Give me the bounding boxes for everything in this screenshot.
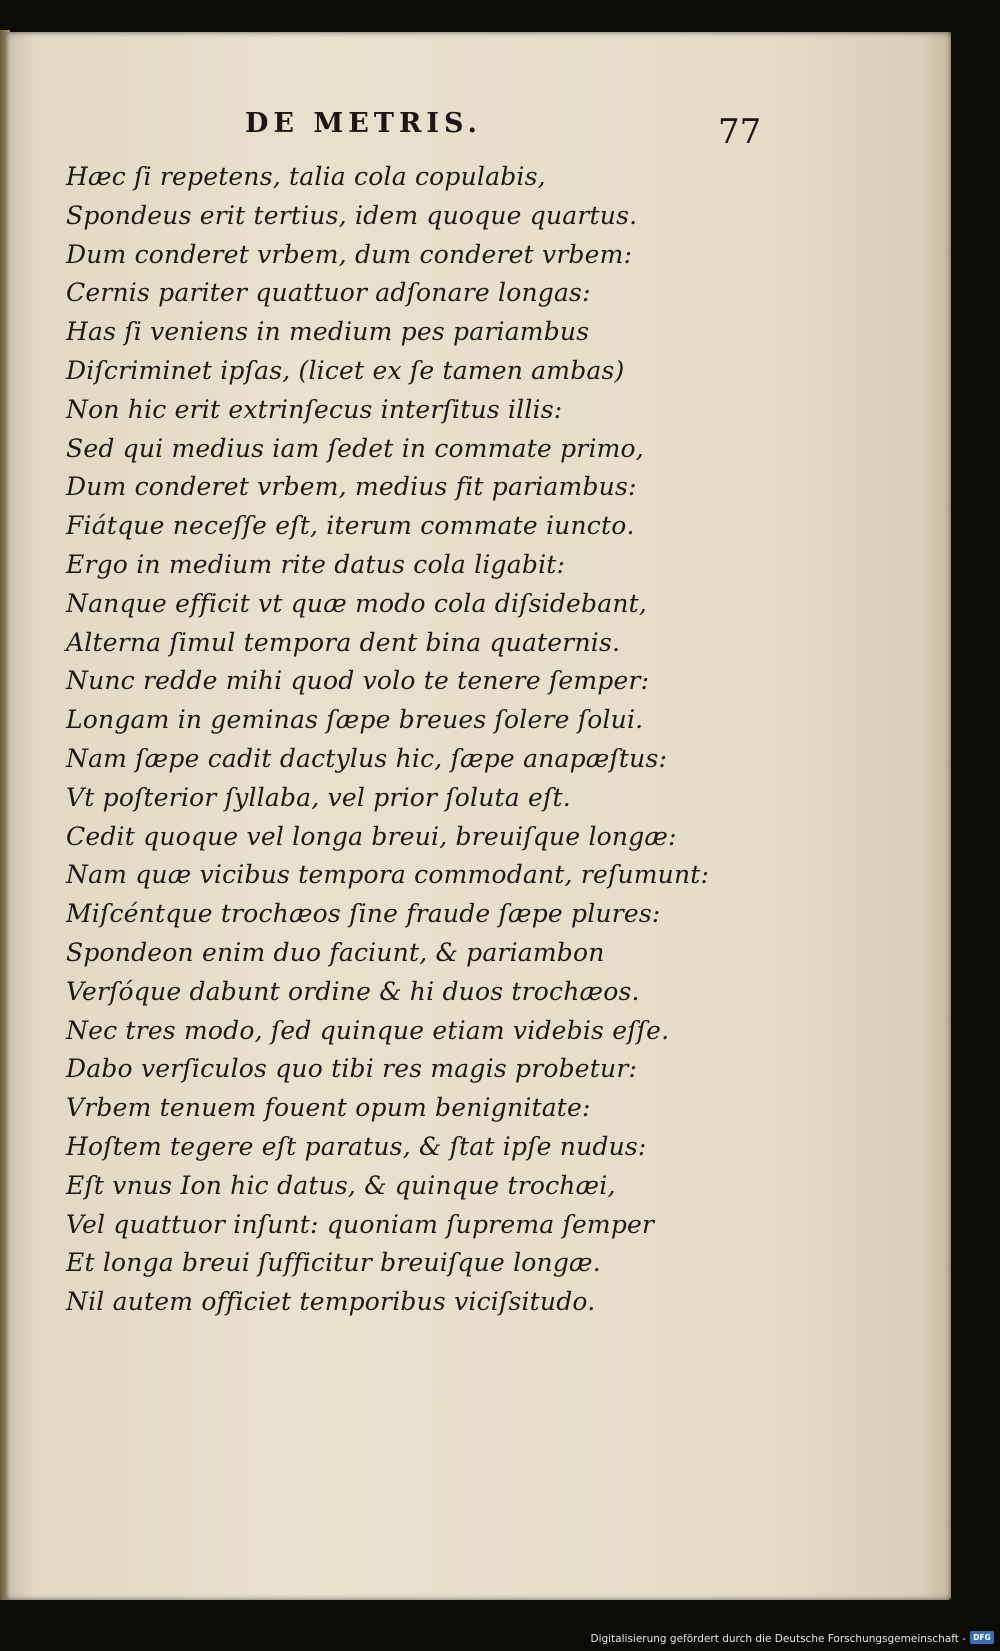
verse-line: Nanque efficit vt quæ modo cola diſsidebant, bbox=[66, 588, 648, 618]
verse-line: Alterna ſimul tempora dent bina quaternis. bbox=[66, 627, 621, 657]
verse-line: Non hic erit extrinſecus interſitus illis: bbox=[66, 394, 563, 424]
running-title: DE METRIS. bbox=[245, 108, 482, 139]
page-number: 77 bbox=[718, 112, 762, 152]
verse-line: Hoſtem tegere eſt paratus, & ſtat ipſe nudus: bbox=[66, 1131, 647, 1161]
verse-block bbox=[66, 158, 786, 1322]
verse-line: Vel quattuor inſunt: quoniam ſuprema ſemper bbox=[66, 1209, 655, 1239]
verse-line: Has ſi veniens in medium pes pariambus bbox=[66, 317, 590, 347]
verse-line: Nil autem officiet temporibus viciſsitudo. bbox=[66, 1287, 596, 1317]
verse-line: Et longa breui ſufficitur breuiſque longæ. bbox=[66, 1248, 601, 1278]
digitization-footer bbox=[0, 1626, 1000, 1651]
verse-line: Nam quæ vicibus tempora commodant, reſumunt: bbox=[66, 860, 710, 890]
verse-line: Verſóque dabunt ordine & hi duos trochæos. bbox=[66, 976, 640, 1006]
verse-line: Longam in geminas ſæpe breues ſolere ſolui. bbox=[66, 705, 644, 735]
verse-line: Eſt vnus Ion hic datus, & quinque trochæi, bbox=[66, 1170, 616, 1200]
verse-line: Cernis pariter quattuor adſonare longas: bbox=[66, 278, 591, 308]
funding-credit: Digitalisierung gefördert durch die Deutsche Forschungsgemeinschaft - bbox=[590, 1633, 966, 1645]
verse-line: Diſcriminet ipſas, (licet ex ſe tamen ambas) bbox=[66, 355, 625, 385]
verse-line: Vrbem tenuem fouent opum benignitate: bbox=[66, 1093, 591, 1123]
verse-line: Nunc redde mihi quod volo te tenere ſemper: bbox=[66, 666, 650, 696]
verse-line: Spondeus erit tertius, idem quoque quartus. bbox=[66, 200, 638, 230]
verse-line: Miſcéntque trochæos ſine fraude ſæpe plures: bbox=[66, 899, 661, 929]
verse-line: Hæc ſi repetens, talia cola copulabis, bbox=[66, 162, 546, 191]
verse-line: Dum conderet vrbem, medius fit pariambus: bbox=[66, 472, 637, 502]
verse-line: Fiátque neceſſe eſt, iterum commate iunctо. bbox=[66, 511, 635, 541]
page-header bbox=[0, 108, 1000, 152]
verse-line: Spondeon enim duo faciunt, & pariambon bbox=[66, 937, 605, 967]
verse-line: Ergo in medium rite datus cola ligabit: bbox=[66, 549, 566, 579]
verse-line: Nec tres modo, ſed quinque etiam videbis eſſe. bbox=[66, 1015, 670, 1045]
verse-line: Cedit quoque vel longa breui, breuiſque longæ: bbox=[66, 821, 677, 851]
verse-line: Vt poſterior ſyllaba, vel prior ſoluta eſt. bbox=[66, 782, 571, 812]
verse-line: Sed qui medius iam ſedet in commate primo, bbox=[66, 433, 644, 463]
verse-line: Dabo verſiculos quo tibi res magis probetur: bbox=[66, 1054, 638, 1084]
dfg-logo-icon: DFG bbox=[970, 1631, 994, 1644]
verse-line: Dum conderet vrbem, dum conderet vrbem: bbox=[66, 239, 633, 269]
verse-line: Nam ſæpe cadit dactylus hic, ſæpe anapæſtus: bbox=[66, 743, 668, 773]
